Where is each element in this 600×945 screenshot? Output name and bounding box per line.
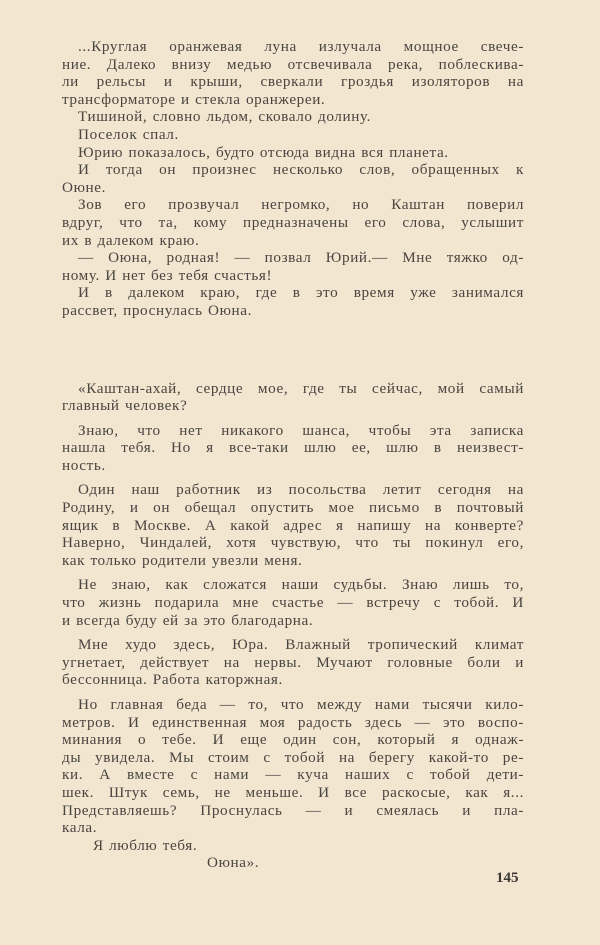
- text-line: метров. И единственная моя радость здесь — это воспо-: [62, 713, 524, 731]
- paragraph: [62, 249, 524, 284]
- text-line: и всегда буду ей за это благодарна.: [62, 611, 314, 629]
- text-line: И в далеком краю, где в это время уже занимался: [78, 284, 524, 302]
- text-line: Юрию показалось, будто отсюда видна вся планета.: [78, 143, 449, 161]
- text-line: угнетает, действует на нервы. Мучают головные боли и: [62, 653, 524, 671]
- text-line: как только родители увезли меня.: [62, 551, 303, 569]
- text-line: что жизнь подарила мне счастье — встречу с тобой. И: [62, 594, 524, 612]
- text-line: ды увидела. Мы стоим с тобой на берегу какой-то ре-: [62, 748, 524, 766]
- paragraph: [62, 380, 524, 415]
- text-line: рассвет, проснулась Оюна.: [62, 301, 252, 319]
- section-break: [62, 320, 524, 380]
- paragraph: [62, 108, 524, 126]
- paragraph: [62, 576, 524, 629]
- text-line: И тогда он произнес несколько слов, обращенных к: [78, 161, 524, 179]
- letter-signature: Оюна».: [207, 854, 260, 872]
- text-line: Зов его прозвучал негромко, но Каштан поверил: [78, 196, 524, 214]
- text-line: Не знаю, как сложатся наши судьбы. Знаю лишь то,: [78, 576, 524, 594]
- letter-closing: Я люблю тебя.: [93, 836, 198, 854]
- paragraph: [62, 636, 524, 689]
- narrative-section: [62, 38, 524, 320]
- text-line: главный человек?: [62, 397, 188, 415]
- paragraph: [62, 126, 524, 144]
- text-line: ...Круглая оранжевая луна излучала мощное свече-: [78, 38, 524, 55]
- text-line: ние. Далеко внизу медью отсвечивала река, поблескива-: [62, 55, 524, 73]
- letter-section: [62, 380, 524, 837]
- paragraph: [62, 161, 524, 196]
- text-line: ящик в Москве. А какой адрес я напишу на конверте?: [62, 516, 524, 534]
- text-line: ли рельсы и крыши, сверкали гроздья изоляторов на: [62, 73, 524, 91]
- text-line: вдруг, что та, кому предназначены его слова, услышит: [62, 213, 524, 231]
- text-line: ки. А вместе с нами — куча наших с тобой дети-: [62, 766, 524, 784]
- text-line: Один наш работник из посольства летит сегодня на: [78, 481, 524, 499]
- text-line: бессонница. Работа каторжная.: [62, 671, 283, 689]
- text-line: Поселок спал.: [78, 125, 179, 143]
- text-line: Родину, и он обещал опустить мое письмо в почтовый: [62, 499, 524, 517]
- text-line: минания о тебе. И еще один сон, который я однаж-: [62, 731, 524, 749]
- text-line: их в далеком краю.: [62, 231, 200, 249]
- text-line: Мне худо здесь, Юра. Влажный тропический климат: [78, 636, 524, 654]
- text-line: Но главная беда — то, что между нами тысячи кило-: [78, 696, 524, 713]
- text-line: ному. И нет без тебя счастья!: [62, 266, 273, 284]
- paragraph: [62, 196, 524, 249]
- page-number: 145: [496, 870, 519, 886]
- text-line: Представляешь? Проснулась — и смеялась и пла-: [62, 801, 524, 819]
- text-line: Тишиной, словно льдом, сковало долину.: [78, 108, 372, 126]
- text-line: нашла тебя. Но я все-таки шлю ее, шлю в неизвест-: [62, 439, 524, 457]
- paragraph: [62, 38, 524, 108]
- text-line: — Оюна, родная! — позвал Юрий.— Мне тяжко од-: [78, 249, 524, 267]
- text-line: ность.: [62, 456, 106, 474]
- paragraph: [62, 422, 524, 475]
- book-page-text: [62, 38, 524, 872]
- text-line: кала.: [62, 819, 98, 837]
- text-line: шек. Штук семь, не меньше. И все раскосые, как я...: [62, 783, 524, 801]
- text-line: Знаю, что нет никакого шанса, чтобы эта записка: [78, 421, 524, 439]
- paragraph: [62, 144, 524, 162]
- text-line: трансформаторе и стекла оранжереи.: [62, 90, 326, 108]
- paragraph: [62, 696, 524, 837]
- text-line: Наверно, Чиндалей, хотя чувствую, что ты покинул его,: [62, 534, 524, 552]
- paragraph: [62, 481, 524, 569]
- text-line: «Каштан-ахай, сердце мое, где ты сейчас, мой самый: [78, 379, 524, 397]
- text-line: Оюне.: [62, 178, 106, 196]
- paragraph: [62, 284, 524, 319]
